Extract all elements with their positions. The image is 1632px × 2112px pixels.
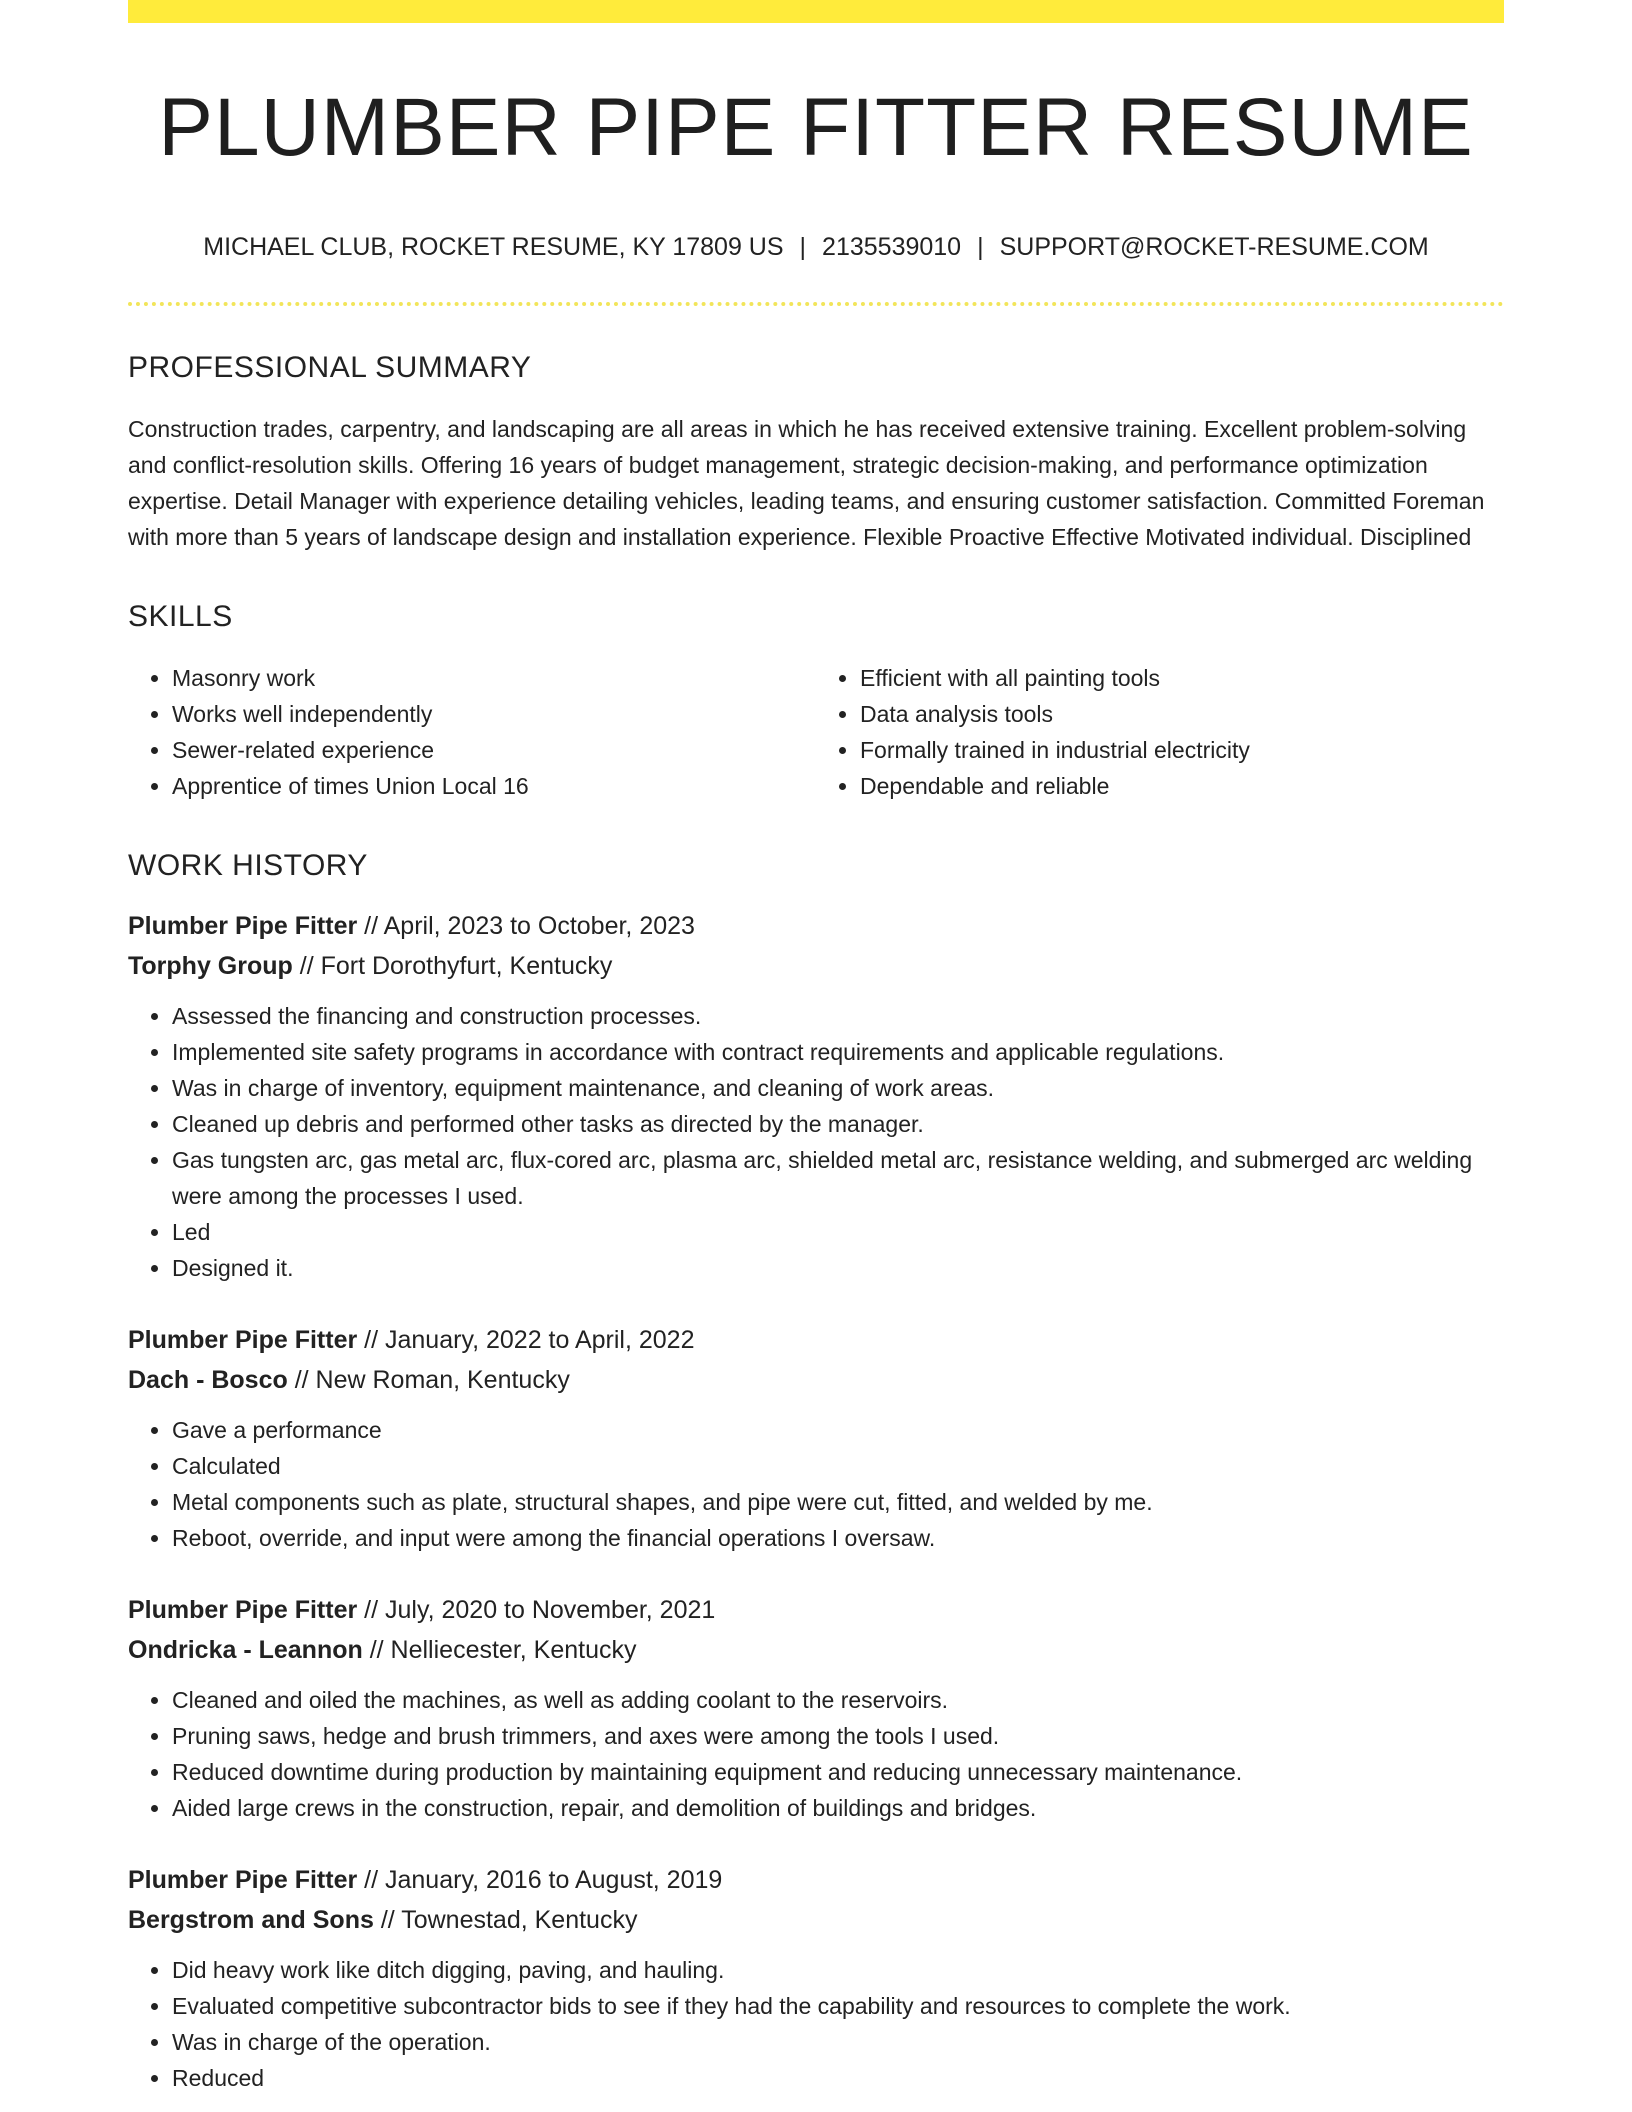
job-bullet: • Implemented site safety programs in accordance with contract requirements and applicable regulations. <box>172 1034 1504 1070</box>
contact-separator: | <box>977 233 984 262</box>
contact-separator: | <box>799 233 807 262</box>
job-bullet: • Reduced <box>172 2060 1504 2096</box>
job-location: // Townestad, Kentucky <box>373 1906 638 1935</box>
job-company-line <box>128 946 1504 986</box>
skill-item: • Data analysis tools <box>860 696 1504 732</box>
job-bullet: • Cleaned and oiled the machines, as well as adding coolant to the reservoirs. <box>172 1682 1504 1718</box>
skill-item: • Apprentice of times Union Local 16 <box>172 768 816 804</box>
work-history-heading: WORK HISTORY <box>128 849 368 883</box>
job-bullet: • Designed it. <box>172 1250 1504 1286</box>
job-title-line <box>128 1590 1504 1630</box>
job-bullet: • Was in charge of inventory, equipment maintenance, and cleaning of work areas. <box>172 1070 1504 1106</box>
job-title-line <box>128 1320 1504 1360</box>
job-bullets <box>128 1952 1504 2096</box>
job-dates: // April, 2023 to October, 2023 <box>357 912 695 941</box>
skills-column-right <box>816 660 1504 804</box>
contact-line <box>128 233 1504 262</box>
skills-heading: SKILLS <box>128 600 233 634</box>
job-location: // New Roman, Kentucky <box>287 1366 570 1395</box>
job-company: Torphy Group <box>128 952 293 981</box>
job-title: Plumber Pipe Fitter <box>128 1326 358 1355</box>
skill-item: • Masonry work <box>172 660 816 696</box>
job-dates: // January, 2022 to April, 2022 <box>357 1326 695 1355</box>
resume-title: PLUMBER PIPE FITTER RESUME <box>158 82 1474 173</box>
job-company: Ondricka - Leannon <box>128 1636 363 1665</box>
job-title: Plumber Pipe Fitter <box>128 1596 358 1625</box>
dotted-divider <box>128 302 1504 306</box>
job-title-line <box>128 1860 1504 1900</box>
job-company-line <box>128 1630 1504 1670</box>
skill-item: • Efficient with all painting tools <box>860 660 1504 696</box>
skill-item: • Dependable and reliable <box>860 768 1504 804</box>
top-accent-bar <box>128 0 1504 23</box>
job-bullet: • Gas tungsten arc, gas metal arc, flux-cored arc, plasma arc, shielded metal arc, resistance welding, and submerged arc welding were among the processes I used. <box>172 1142 1504 1214</box>
job-bullet: • Pruning saws, hedge and brush trimmers, and axes were among the tools I used. <box>172 1718 1504 1754</box>
job-entry <box>128 906 1504 1286</box>
job-bullet: • Gave a performance <box>172 1412 1504 1448</box>
skills-column-left <box>128 660 816 804</box>
job-entry <box>128 1320 1504 1556</box>
job-location: // Fort Dorothyfurt, Kentucky <box>292 952 613 981</box>
job-entry <box>128 1590 1504 1826</box>
job-title: Plumber Pipe Fitter <box>128 912 358 941</box>
job-bullets <box>128 1412 1504 1556</box>
job-entry <box>128 1860 1504 2096</box>
job-bullet: • Did heavy work like ditch digging, paving, and hauling. <box>172 1952 1504 1988</box>
job-company: Bergstrom and Sons <box>128 1906 374 1935</box>
job-bullet: • Led <box>172 1214 1504 1250</box>
job-company-line <box>128 1360 1504 1400</box>
contact-email: SUPPORT@ROCKET-RESUME.COM <box>999 233 1429 262</box>
summary-text: Construction trades, carpentry, and landscaping are all areas in which he has received extensive training. Excellent problem-solving and conflict-resolution skills. Offering 16 years of budget management, strategic decision-making, and performance optimization expertise. Detail Manager with experience detailing vehicles, leading teams, and ensuring customer satisfaction. Committed Foreman with more than 5 years of landscape design and installation experience. Flexible Proactive Effective Motivated individual. Disciplined <box>128 416 1485 551</box>
skill-item: • Sewer-related experience <box>172 732 816 768</box>
job-bullet: • Metal components such as plate, structural shapes, and pipe were cut, fitted, and welded by me. <box>172 1484 1504 1520</box>
skill-item: • Works well independently <box>172 696 816 732</box>
job-bullet: • Calculated <box>172 1448 1504 1484</box>
job-dates: // July, 2020 to November, 2021 <box>357 1596 716 1625</box>
job-bullet: • Aided large crews in the construction, repair, and demolition of buildings and bridges. <box>172 1790 1504 1826</box>
contact-address: MICHAEL CLUB, ROCKET RESUME, KY 17809 US <box>203 233 784 262</box>
skills-list <box>128 660 1504 804</box>
job-bullet: • Evaluated competitive subcontractor bids to see if they had the capability and resources to complete the work. <box>172 1988 1504 2024</box>
job-location: // Nelliecester, Kentucky <box>362 1636 637 1665</box>
summary-heading: PROFESSIONAL SUMMARY <box>128 351 532 385</box>
job-bullets <box>128 998 1504 1286</box>
job-title: Plumber Pipe Fitter <box>128 1866 358 1895</box>
job-title-line <box>128 906 1504 946</box>
job-bullet: • Cleaned up debris and performed other tasks as directed by the manager. <box>172 1106 1504 1142</box>
job-bullet: • Reboot, override, and input were among the financial operations I oversaw. <box>172 1520 1504 1556</box>
job-bullet: • Reduced downtime during production by maintaining equipment and reducing unnecessary maintenance. <box>172 1754 1504 1790</box>
job-dates: // January, 2016 to August, 2019 <box>357 1866 723 1895</box>
resume-page <box>128 0 1504 2096</box>
skill-item: • Formally trained in industrial electricity <box>860 732 1504 768</box>
job-bullets <box>128 1682 1504 1826</box>
contact-phone: 2135539010 <box>822 233 962 262</box>
job-bullet: • Was in charge of the operation. <box>172 2024 1504 2060</box>
job-bullet: • Assessed the financing and construction processes. <box>172 998 1504 1034</box>
job-company: Dach - Bosco <box>128 1366 288 1395</box>
job-company-line <box>128 1900 1504 1940</box>
